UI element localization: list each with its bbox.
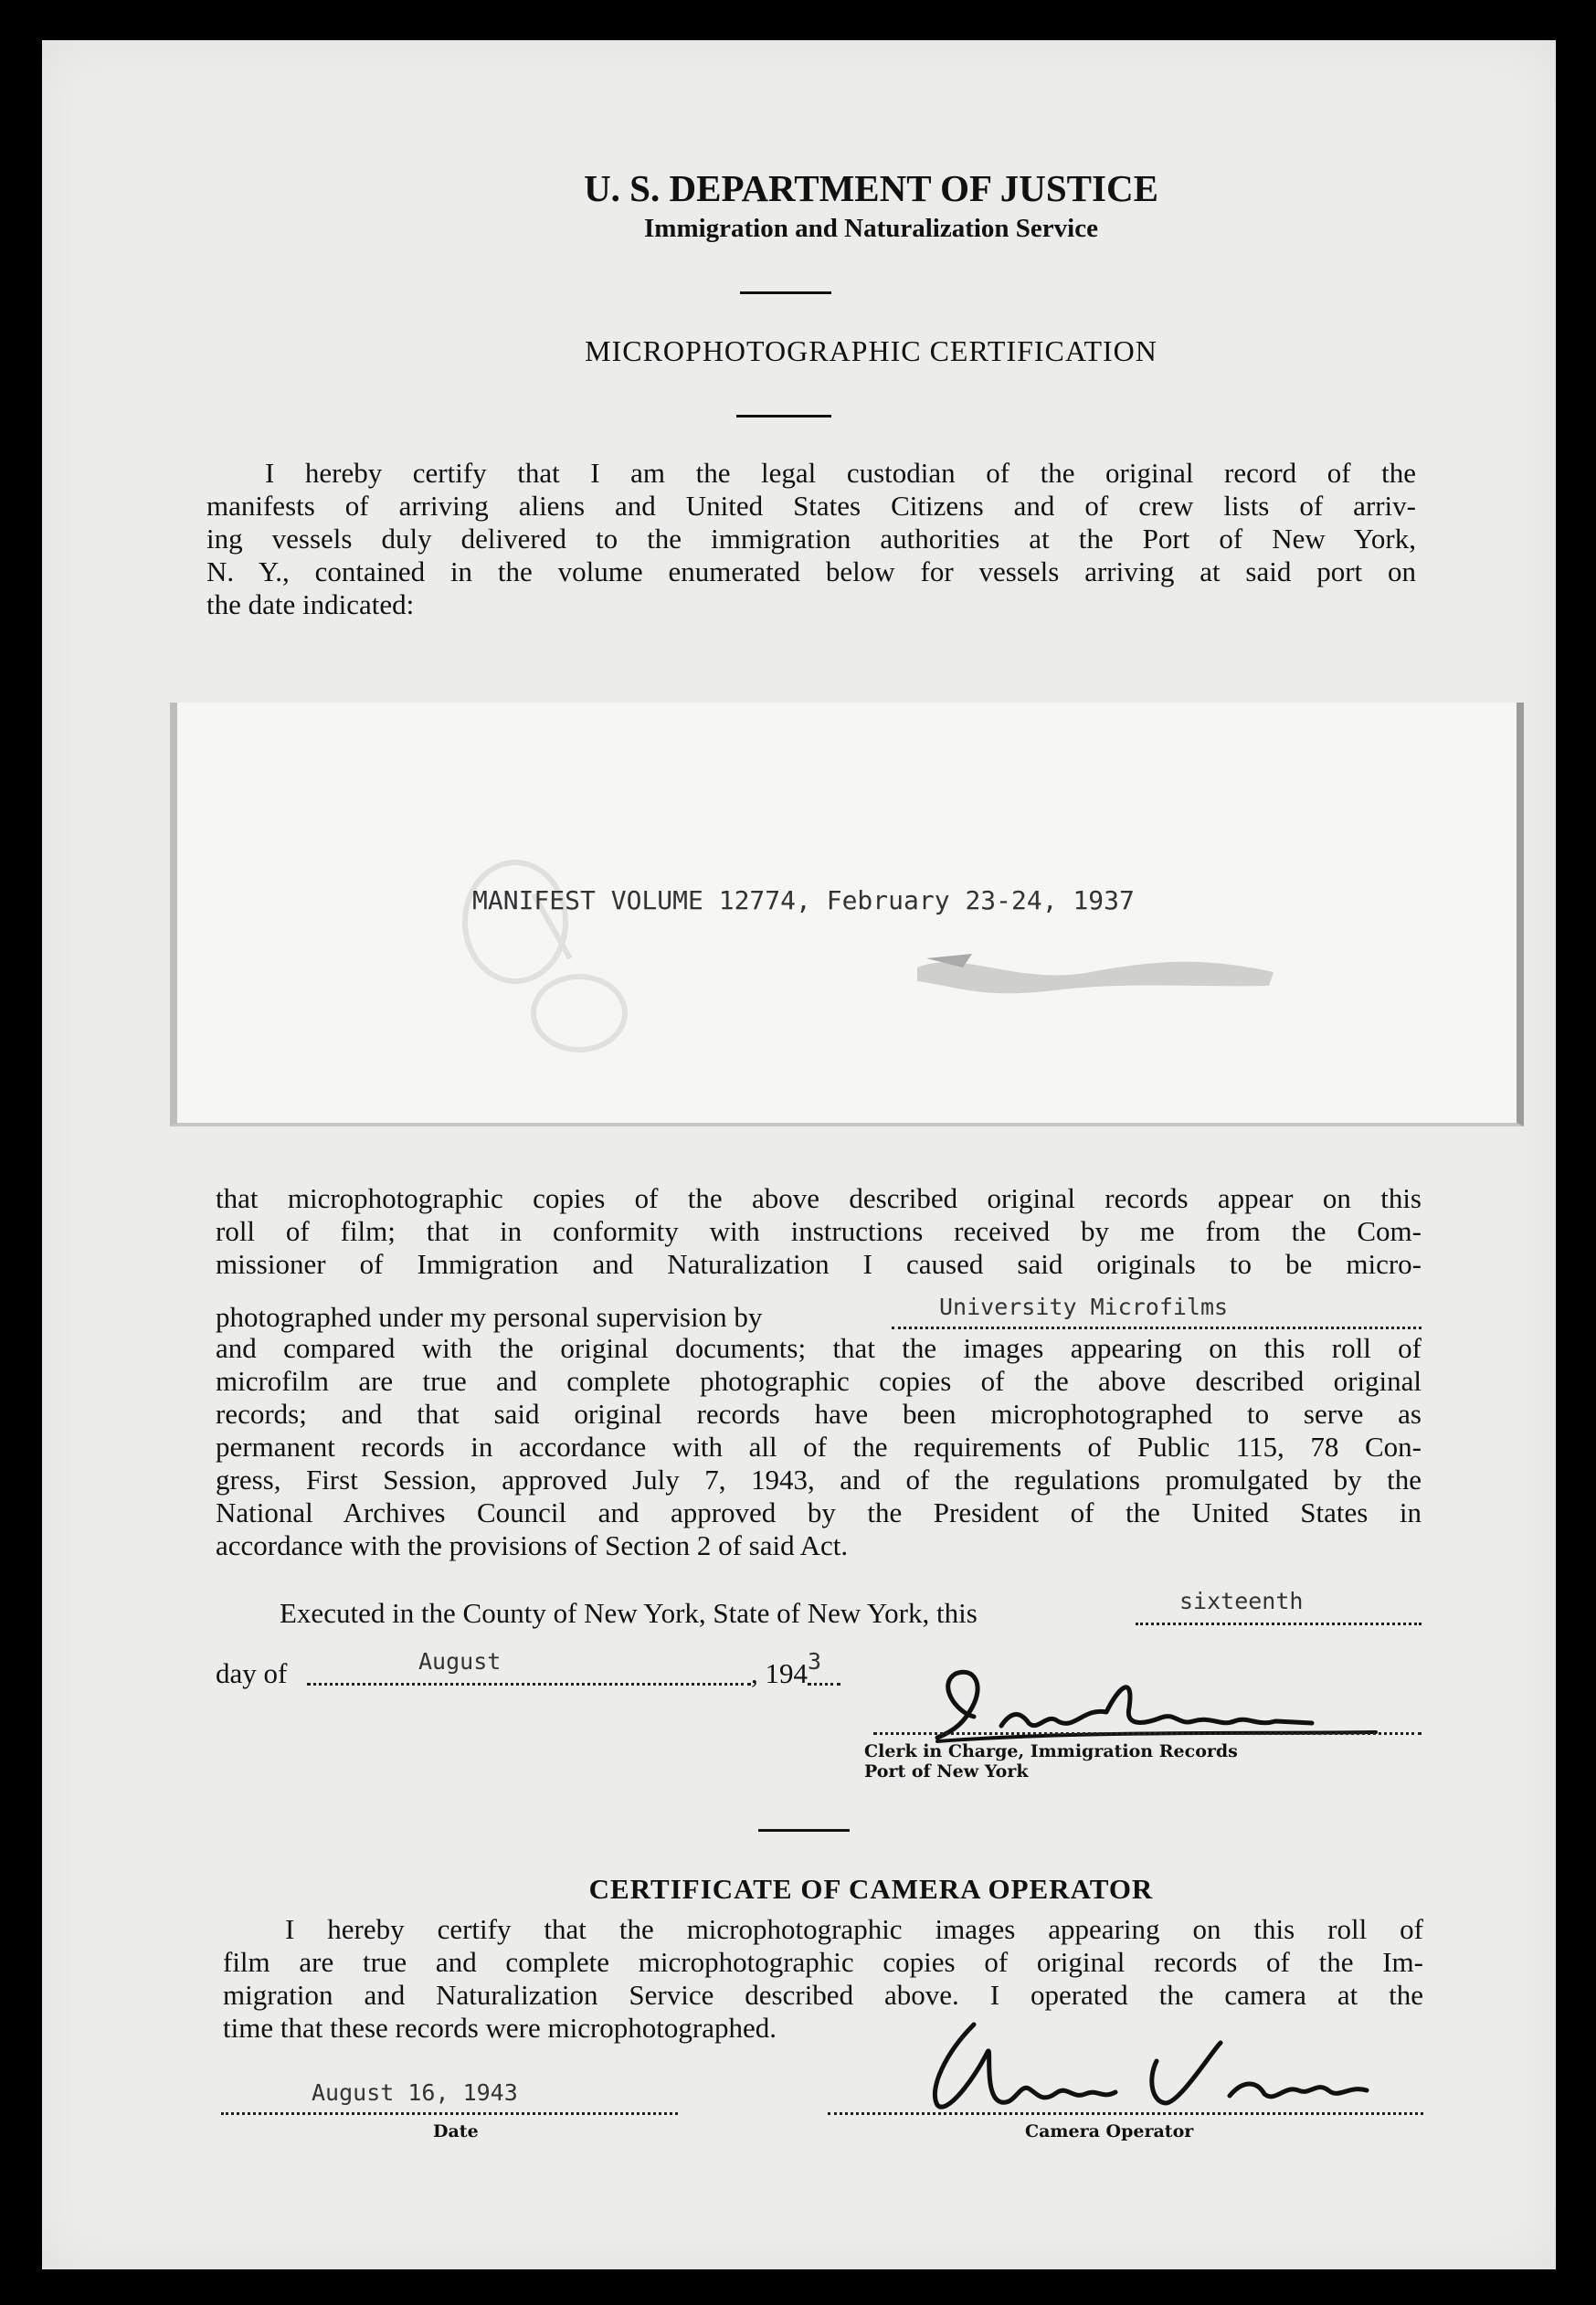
month-fill-line: [307, 1683, 751, 1686]
supervisor-value: University Microfilms: [939, 1294, 1229, 1320]
intro-line: I hereby certify that I am the legal custodian of the original record of the: [265, 457, 1416, 489]
body-line: photographed under my personal supervision by: [216, 1301, 763, 1333]
service-subheading: Immigration and Naturalization Service: [644, 214, 1098, 243]
camera-line: migration and Naturalization Service described above. I operated the camera at the: [223, 1979, 1423, 2011]
faded-stamp-mark: [433, 840, 652, 1077]
clerk-title: Clerk in Charge, Immigration Records: [864, 1741, 1238, 1761]
date-line: [221, 2112, 678, 2115]
year-fill-line: [808, 1683, 840, 1686]
intro-line: N. Y., contained in the volume enumerated below for vessels arriving at said port on: [206, 555, 1416, 587]
date-label: Date: [433, 2121, 479, 2141]
divider: [736, 415, 831, 418]
body-line: accordance with the provisions of Section 2 of said Act.: [216, 1529, 849, 1561]
camera-operator-signature: [828, 2015, 1412, 2125]
month-value: August: [418, 1648, 502, 1675]
body-line: records; and that said original records have been microphotographed to serve as: [216, 1398, 1422, 1430]
camera-line: time that these records were microphotographed.: [223, 2012, 777, 2044]
supervisor-fill-line: [892, 1327, 1422, 1329]
body-line: National Archives Council and approved by the President of the United States in: [216, 1496, 1422, 1528]
camera-line: film are true and complete microphotographic copies of original records of the Im-: [223, 1946, 1423, 1978]
divider: [758, 1829, 850, 1832]
executed-line: Executed in the County of New York, State of New York, this: [280, 1597, 978, 1629]
camera-operator-heading: CERTIFICATE OF CAMERA OPERATOR: [588, 1873, 1154, 1905]
camera-line: I hereby certify that the microphotographic images appearing on this roll of: [285, 1913, 1423, 1945]
body-line: permanent records in accordance with all of the requirements of Public 115, 78 Con-: [216, 1431, 1422, 1463]
day-fill-line: [1136, 1623, 1422, 1625]
certification-title: MICROPHOTOGRAPHIC CERTIFICATION: [585, 334, 1157, 367]
body-line: and compared with the original documents; that the images appearing on this roll of: [216, 1332, 1422, 1364]
operator-signature-line: [828, 2112, 1423, 2115]
day-value: sixteenth: [1179, 1588, 1304, 1614]
department-heading: U. S. DEPARTMENT OF JUSTICE: [584, 167, 1158, 209]
manifest-volume-text: MANIFEST VOLUME 12774, February 23-24, 1937: [472, 885, 1135, 915]
body-line: that microphotographic copies of the above described original records appear on this: [216, 1182, 1422, 1214]
clerk-signature-line: [873, 1732, 1422, 1735]
body-line: missioner of Immigration and Naturalization I caused said originals to be micro-: [216, 1248, 1422, 1280]
year-prefix: , 194: [751, 1657, 808, 1689]
certificate-page: [42, 40, 1556, 2269]
body-line: gress, First Session, approved July 7, 1943, and of the regulations promulgated by the: [216, 1464, 1422, 1496]
intro-line: manifests of arriving aliens and United States Citizens and of crew lists of arriv-: [206, 490, 1416, 522]
body-line: roll of film; that in conformity with instructions received by me from the Com-: [216, 1215, 1422, 1247]
camera-operator-label: Camera Operator: [1025, 2121, 1194, 2141]
intro-line: ing vessels duly delivered to the immigration authorities at the Port of New York,: [206, 523, 1416, 555]
divider: [740, 291, 831, 294]
smudge-mark: [908, 931, 1292, 1004]
year-digit: 3: [808, 1648, 822, 1675]
day-of-label: day of: [216, 1657, 288, 1689]
manifest-slip: [170, 703, 1524, 1126]
intro-line: the date indicated:: [206, 588, 415, 620]
body-line: microfilm are true and complete photographic copies of the above described original: [216, 1365, 1422, 1397]
date-value: August 16, 1943: [312, 2079, 518, 2106]
clerk-port: Port of New York: [864, 1761, 1029, 1782]
